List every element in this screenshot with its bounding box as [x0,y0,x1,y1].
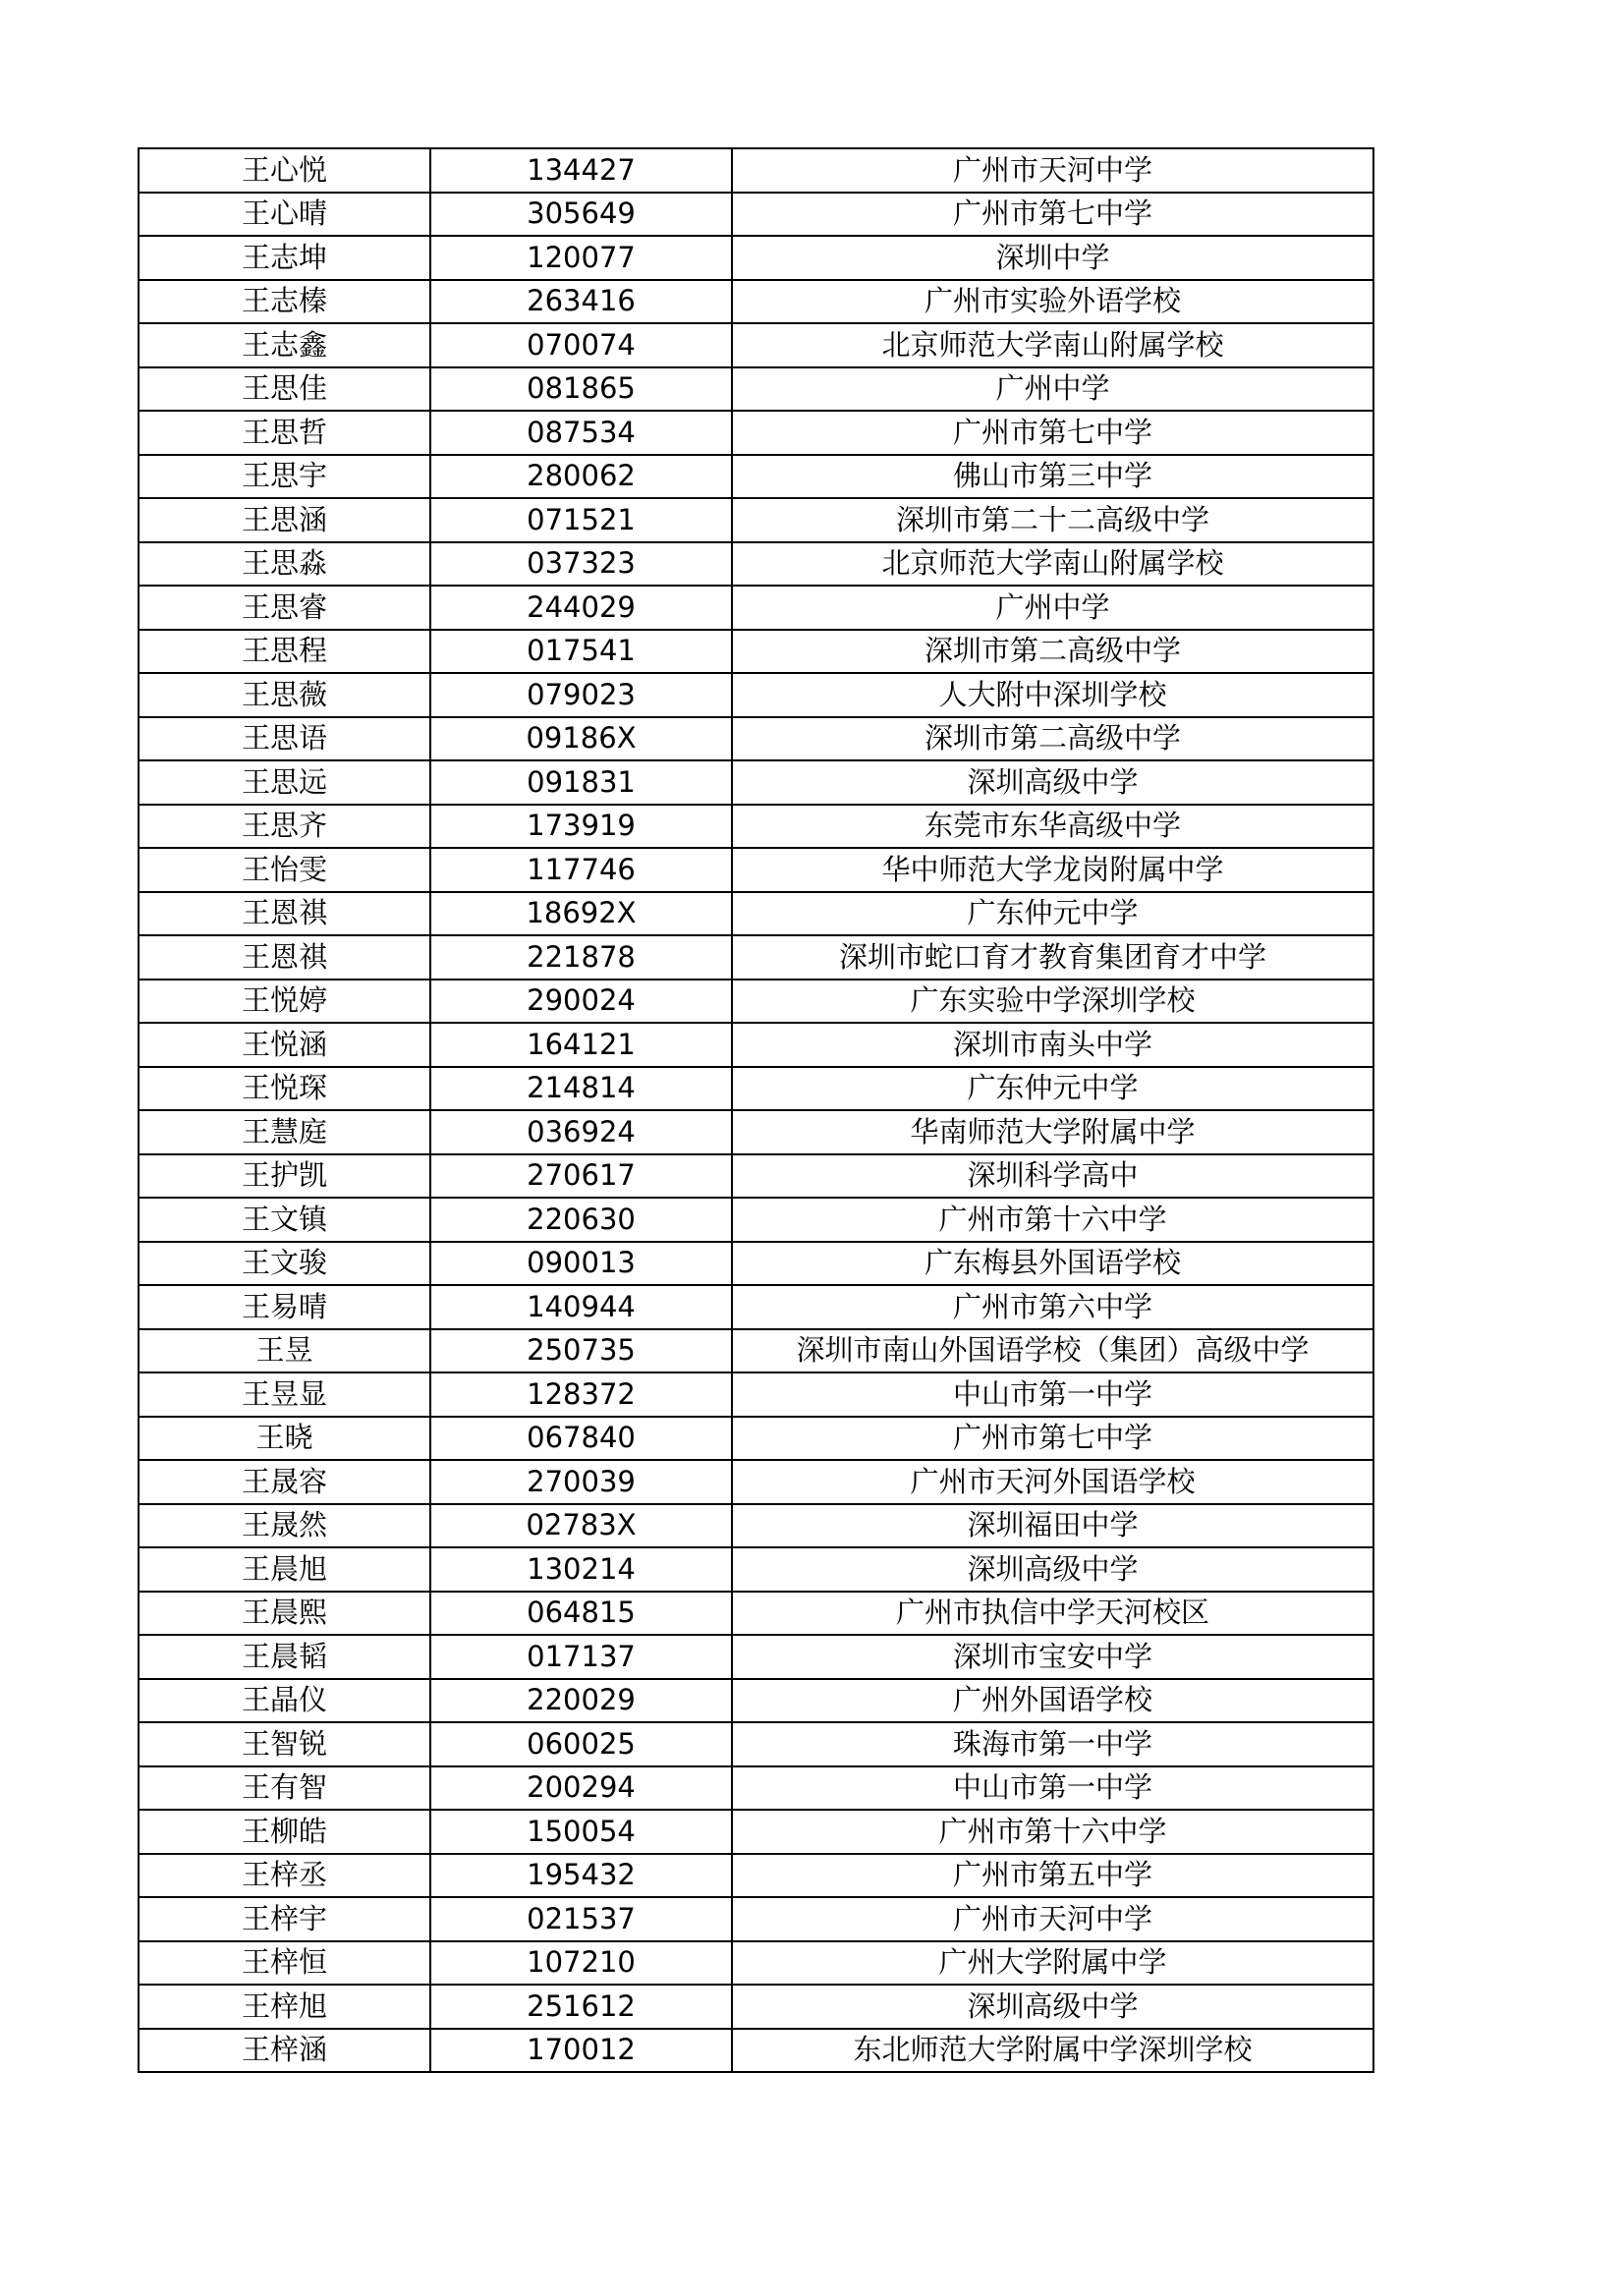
school-name-cell: 广州中学 [732,586,1373,630]
school-name-cell: 广州市天河中学 [732,1897,1373,1941]
table-row [139,848,1373,892]
table-row [139,148,1373,193]
student-name-cell: 王思佳 [139,367,430,412]
table-row [139,1547,1373,1592]
student-id-cell: 134427 [430,148,732,193]
student-name-cell: 王晓 [139,1417,430,1461]
student-name-cell: 王柳皓 [139,1810,430,1854]
table-row [139,1417,1373,1461]
table-row [139,1504,1373,1548]
school-name-cell: 深圳福田中学 [732,1504,1373,1548]
student-name-cell: 王晨韬 [139,1635,430,1679]
school-name-cell: 广州中学 [732,367,1373,412]
student-id-cell: 270039 [430,1460,732,1504]
table-row [139,1810,1373,1854]
student-id-cell: 164121 [430,1023,732,1067]
student-id-cell: 087534 [430,411,732,455]
school-name-cell: 广州外国语学校 [732,1679,1373,1723]
school-name-cell: 深圳科学高中 [732,1154,1373,1199]
student-id-cell: 170012 [430,2029,732,2073]
table-row [139,1460,1373,1504]
table-row [139,1329,1373,1373]
student-name-cell: 王思程 [139,630,430,674]
student-id-cell: 200294 [430,1766,732,1811]
school-name-cell: 广州市第六中学 [732,1285,1373,1329]
school-name-cell: 东北师范大学附属中学深圳学校 [732,2029,1373,2073]
student-name-cell: 王思睿 [139,586,430,630]
student-table [138,147,1374,2073]
student-name-cell: 王思哲 [139,411,430,455]
school-name-cell: 中山市第一中学 [732,1766,1373,1811]
school-name-cell: 深圳高级中学 [732,760,1373,805]
student-id-cell: 107210 [430,1941,732,1986]
student-id-cell: 036924 [430,1110,732,1154]
student-name-cell: 王思远 [139,760,430,805]
student-name-cell: 王思宇 [139,455,430,499]
table-row [139,630,1373,674]
student-id-cell: 037323 [430,542,732,587]
school-name-cell: 深圳中学 [732,236,1373,280]
table-row [139,1154,1373,1199]
school-name-cell: 深圳高级中学 [732,1547,1373,1592]
school-name-cell: 广州市第十六中学 [732,1810,1373,1854]
table-row [139,586,1373,630]
student-name-cell: 王护凯 [139,1154,430,1199]
table-row [139,455,1373,499]
table-row [139,1110,1373,1154]
student-name-cell: 王志鑫 [139,323,430,367]
student-name-cell: 王思涵 [139,498,430,542]
school-name-cell: 华中师范大学龙岗附属中学 [732,848,1373,892]
student-id-cell: 070074 [430,323,732,367]
student-id-cell: 117746 [430,848,732,892]
student-name-cell: 王有智 [139,1766,430,1811]
student-id-cell: 090013 [430,1242,732,1286]
student-id-cell: 18692X [430,892,732,936]
school-name-cell: 东莞市东华高级中学 [732,805,1373,849]
student-id-cell: 130214 [430,1547,732,1592]
student-id-cell: 250735 [430,1329,732,1373]
table-row [139,1023,1373,1067]
school-name-cell: 深圳市第二高级中学 [732,717,1373,761]
table-row [139,1985,1373,2029]
student-name-cell: 王梓旭 [139,1985,430,2029]
student-id-cell: 220630 [430,1198,732,1242]
school-name-cell: 深圳市南山外国语学校（集团）高级中学 [732,1329,1373,1373]
student-id-cell: 064815 [430,1592,732,1636]
student-name-cell: 王文骏 [139,1242,430,1286]
table-row [139,498,1373,542]
table-row [139,542,1373,587]
table-row [139,1242,1373,1286]
table-row [139,1067,1373,1111]
student-id-cell: 244029 [430,586,732,630]
student-id-cell: 195432 [430,1854,732,1898]
student-id-cell: 021537 [430,1897,732,1941]
school-name-cell: 深圳市第二高级中学 [732,630,1373,674]
school-name-cell: 深圳市蛇口育才教育集团育才中学 [732,935,1373,980]
table-row [139,935,1373,980]
student-id-cell: 079023 [430,673,732,717]
school-name-cell: 深圳市第二十二高级中学 [732,498,1373,542]
table-row [139,236,1373,280]
student-name-cell: 王悦婷 [139,980,430,1024]
school-name-cell: 北京师范大学南山附属学校 [732,542,1373,587]
student-id-cell: 017541 [430,630,732,674]
student-name-cell: 王思薇 [139,673,430,717]
student-name-cell: 王晨熙 [139,1592,430,1636]
school-name-cell: 中山市第一中学 [732,1372,1373,1417]
student-id-cell: 305649 [430,193,732,237]
student-id-cell: 09186X [430,717,732,761]
student-name-cell: 王易晴 [139,1285,430,1329]
student-name-cell: 王心悦 [139,148,430,193]
school-name-cell: 深圳市南头中学 [732,1023,1373,1067]
student-name-cell: 王志榛 [139,280,430,324]
school-name-cell: 华南师范大学附属中学 [732,1110,1373,1154]
table-row [139,1635,1373,1679]
table-row [139,1854,1373,1898]
school-name-cell: 珠海市第一中学 [732,1722,1373,1766]
student-name-cell: 王文镇 [139,1198,430,1242]
school-name-cell: 广东仲元中学 [732,892,1373,936]
student-name-cell: 王晶仪 [139,1679,430,1723]
student-name-cell: 王思齐 [139,805,430,849]
school-name-cell: 深圳高级中学 [732,1985,1373,2029]
student-id-cell: 120077 [430,236,732,280]
table-row [139,367,1373,412]
student-id-cell: 263416 [430,280,732,324]
school-name-cell: 广州市第七中学 [732,193,1373,237]
student-id-cell: 071521 [430,498,732,542]
table-row [139,673,1373,717]
table-row [139,1198,1373,1242]
school-name-cell: 广东梅县外国语学校 [732,1242,1373,1286]
table-row [139,1941,1373,1986]
table-row [139,892,1373,936]
table-row [139,1592,1373,1636]
student-id-cell: 017137 [430,1635,732,1679]
table-row [139,760,1373,805]
school-name-cell: 佛山市第三中学 [732,455,1373,499]
school-name-cell: 广州市第五中学 [732,1854,1373,1898]
student-id-cell: 067840 [430,1417,732,1461]
table-row [139,193,1373,237]
student-id-cell: 060025 [430,1722,732,1766]
table-row [139,2029,1373,2073]
student-name-cell: 王梓宇 [139,1897,430,1941]
student-name-cell: 王晨旭 [139,1547,430,1592]
school-name-cell: 广州市第七中学 [732,411,1373,455]
student-id-cell: 081865 [430,367,732,412]
student-id-cell: 150054 [430,1810,732,1854]
table-row [139,411,1373,455]
student-name-cell: 王晟容 [139,1460,430,1504]
school-name-cell: 广州市执信中学天河校区 [732,1592,1373,1636]
student-name-cell: 王悦琛 [139,1067,430,1111]
table-row [139,1679,1373,1723]
student-id-cell: 251612 [430,1985,732,2029]
school-name-cell: 广州市天河中学 [732,148,1373,193]
table-row [139,805,1373,849]
table-row [139,717,1373,761]
school-name-cell: 人大附中深圳学校 [732,673,1373,717]
table-row [139,280,1373,324]
school-name-cell: 深圳市宝安中学 [732,1635,1373,1679]
school-name-cell: 北京师范大学南山附属学校 [732,323,1373,367]
student-name-cell: 王恩祺 [139,935,430,980]
student-name-cell: 王梓丞 [139,1854,430,1898]
student-name-cell: 王心晴 [139,193,430,237]
student-table-body [139,148,1373,2072]
student-id-cell: 221878 [430,935,732,980]
student-name-cell: 王梓恒 [139,1941,430,1986]
school-name-cell: 广州市第十六中学 [732,1198,1373,1242]
student-name-cell: 王志坤 [139,236,430,280]
student-name-cell: 王昱显 [139,1372,430,1417]
student-name-cell: 王怡雯 [139,848,430,892]
student-name-cell: 王昱 [139,1329,430,1373]
student-id-cell: 220029 [430,1679,732,1723]
student-name-cell: 王思语 [139,717,430,761]
student-id-cell: 270617 [430,1154,732,1199]
school-name-cell: 广东仲元中学 [732,1067,1373,1111]
student-name-cell: 王恩祺 [139,892,430,936]
school-name-cell: 广州市第七中学 [732,1417,1373,1461]
student-id-cell: 091831 [430,760,732,805]
student-name-cell: 王梓涵 [139,2029,430,2073]
table-row [139,1766,1373,1811]
student-id-cell: 280062 [430,455,732,499]
school-name-cell: 广东实验中学深圳学校 [732,980,1373,1024]
school-name-cell: 广州市天河外国语学校 [732,1460,1373,1504]
student-name-cell: 王智锐 [139,1722,430,1766]
table-row [139,1897,1373,1941]
school-name-cell: 广州市实验外语学校 [732,280,1373,324]
student-id-cell: 140944 [430,1285,732,1329]
table-row [139,1722,1373,1766]
student-name-cell: 王慧庭 [139,1110,430,1154]
student-name-cell: 王悦涵 [139,1023,430,1067]
student-name-cell: 王思淼 [139,542,430,587]
table-row [139,1285,1373,1329]
student-id-cell: 02783X [430,1504,732,1548]
table-row [139,980,1373,1024]
school-name-cell: 广州大学附属中学 [732,1941,1373,1986]
student-id-cell: 214814 [430,1067,732,1111]
student-id-cell: 290024 [430,980,732,1024]
student-id-cell: 173919 [430,805,732,849]
table-row [139,1372,1373,1417]
student-id-cell: 128372 [430,1372,732,1417]
student-name-cell: 王晟然 [139,1504,430,1548]
table-row [139,323,1373,367]
